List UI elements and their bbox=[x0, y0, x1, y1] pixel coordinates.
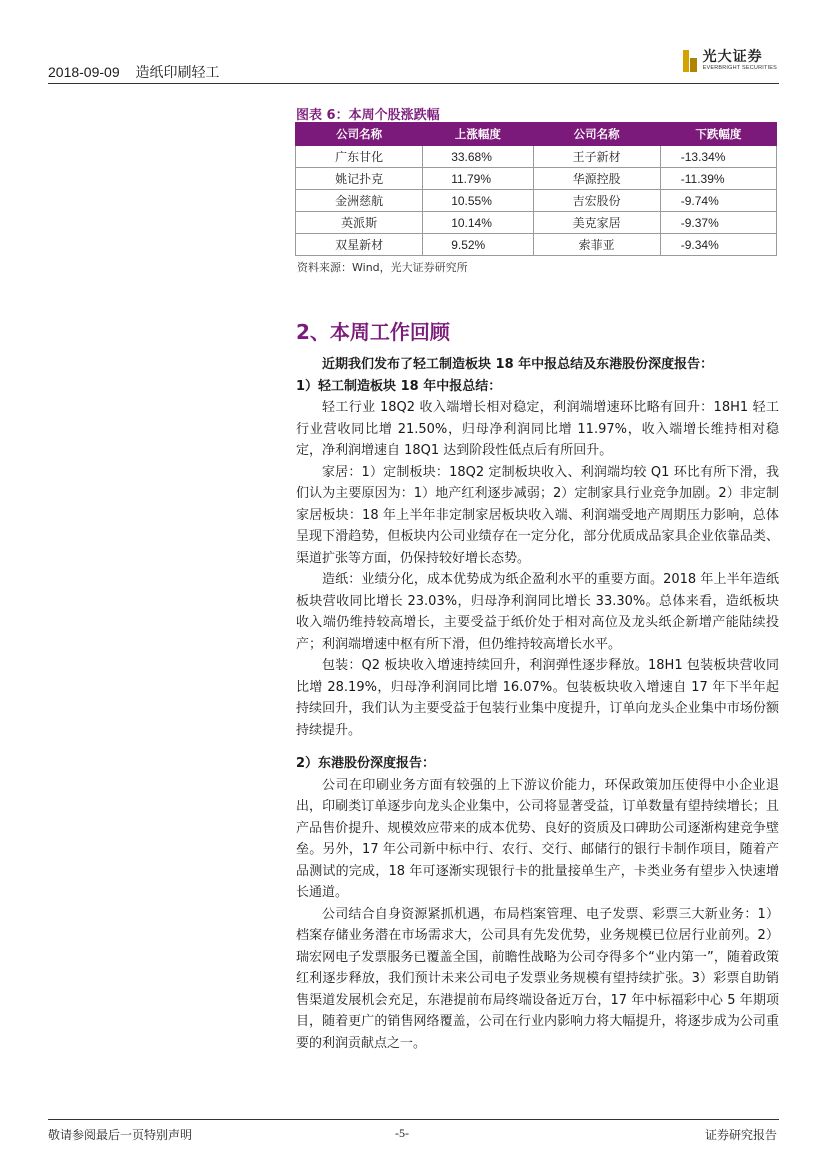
report-date: 2018-09-09 bbox=[48, 64, 120, 80]
paragraph: 公司结合自身资源紧抓机遇，布局档案管理、电子发票、彩票三大新业务：1）档案存储业务潜在市场需求大，公司具有先发优势，业务规模已位居行业前列。2）瑞宏网电子发票服务已覆盖全国，前瞻性战略为公司夺得多个“业内第一”，随着政策红利逐步释放，我们预计未来公司电子发票业务规模有望持续扩张。3）彩票自助销售渠道发展机会充足，东港提前布局终端设备近万台，17 年中标福彩中心 5 年期项目，随着更广的销售网络覆盖，公司在行业内影响力将大幅提升，将逐步成为公司重要的利润贡献点之一。 bbox=[296, 906, 779, 1051]
paragraph: 家居：1）定制板块：18Q2 定制板块收入、利润端均较 Q1 环比有所下滑，我们认为主要原因为：1）地产红利逐步减弱；2）定制家具行业竞争加剧。2）非定制家居板块：18 年上半年非定制家居板块收入端、利润端受地产周期压力影响，总体呈现下滑趋势，但板块内公司业绩存在一定分化，部分优质成品家具企业依靠品类、渠道扩张等方面，仍保持较好增长态势。 bbox=[296, 464, 779, 566]
subsection-title-2: 2）东港股份深度报告： bbox=[296, 756, 436, 771]
table-row bbox=[296, 212, 777, 234]
footer-report-type: 证券研究报告 bbox=[704, 1128, 777, 1142]
table-header-row bbox=[296, 123, 777, 146]
up-stock-name: 英派斯 bbox=[296, 212, 423, 234]
table-row bbox=[296, 190, 777, 212]
col-header-up-pct: 上涨幅度 bbox=[423, 123, 533, 146]
page-number: -5- bbox=[395, 1126, 409, 1140]
up-stock-name: 金洲慈航 bbox=[296, 190, 423, 212]
up-stock-pct: 9.52% bbox=[423, 234, 533, 256]
up-stock-name: 双星新材 bbox=[296, 234, 423, 256]
section-body bbox=[296, 354, 779, 1054]
up-stock-pct: 33.68% bbox=[423, 146, 533, 168]
figure-title: 图表 6：本周个股涨跌幅 bbox=[296, 108, 440, 123]
logo-mark-icon bbox=[683, 50, 697, 72]
page-header bbox=[48, 62, 232, 82]
col-header-down-pct: 下跌幅度 bbox=[660, 123, 776, 146]
section-intro: 近期我们发布了轻工制造板块 18 年中报总结及东港股份深度报告： bbox=[322, 357, 714, 372]
section-title: 2、本周工作回顾 bbox=[296, 320, 450, 344]
paragraph: 轻工行业 18Q2 收入端增长相对稳定，利润端增速环比略有回升：18H1 轻工行业营收同比增 21.50%，归母净利润同比增 11.97%，收入端增长维持相对稳定，净利润增速自 18Q1 达到阶段性低点后有所回升。 bbox=[296, 400, 779, 458]
logo-text-en: EVERBRIGHT SECURITIES bbox=[702, 65, 777, 71]
col-header-down-name: 公司名称 bbox=[533, 123, 660, 146]
paragraph: 造纸：业绩分化，成本优势成为纸企盈利水平的重要方面。2018 年上半年造纸板块营收同比增长 23.03%，归母净利润同比增长 33.30%。总体来看，造纸板块收入端仍维持较高增长，主要受益于纸价处于相对高位及龙头纸企新增产能陆续投产；利润端增速中枢有所下滑，但仍维持较高增长水平。 bbox=[296, 572, 779, 652]
up-stock-name: 姚记扑克 bbox=[296, 168, 423, 190]
report-sector: 造纸印刷轻工 bbox=[135, 64, 220, 80]
up-stock-pct: 10.55% bbox=[423, 190, 533, 212]
down-stock-pct: -13.34% bbox=[660, 146, 776, 168]
down-stock-pct: -9.37% bbox=[660, 212, 776, 234]
down-stock-name: 美克家居 bbox=[533, 212, 660, 234]
down-stock-name: 索菲亚 bbox=[533, 234, 660, 256]
footer-divider bbox=[48, 1119, 779, 1120]
col-header-up-name: 公司名称 bbox=[296, 123, 423, 146]
header-divider bbox=[48, 83, 779, 84]
paragraph: 包装：Q2 板块收入增速持续回升，利润弹性逐步释放。18H1 包装板块营收同比增 28.19%，归母净利润同比增 16.07%。包装板块收入增速自 17 年下半年起持续回升，我们认为主要受益于包装行业集中度提升，订单向龙头企业集中市场份额持续提升。 bbox=[296, 658, 779, 738]
company-logo bbox=[683, 50, 777, 72]
up-stock-name: 广东甘化 bbox=[296, 146, 423, 168]
up-stock-pct: 10.14% bbox=[423, 212, 533, 234]
table-row bbox=[296, 168, 777, 190]
up-stock-pct: 11.79% bbox=[423, 168, 533, 190]
down-stock-name: 吉宏股份 bbox=[533, 190, 660, 212]
subsection-title-1: 1）轻工制造板块 18 年中报总结： bbox=[296, 378, 502, 394]
logo-text-zh: 光大证券 bbox=[702, 49, 763, 65]
stock-change-table bbox=[295, 122, 777, 256]
down-stock-pct: -9.74% bbox=[660, 190, 776, 212]
footer-disclaimer: 敬请参阅最后一页特别声明 bbox=[48, 1128, 193, 1142]
down-stock-pct: -11.39% bbox=[660, 168, 776, 190]
paragraph: 公司在印刷业务方面有较强的上下游议价能力，环保政策加压使得中小企业退出，印刷类订单逐步向龙头企业集中，公司将显著受益，订单数量有望持续增长；且产品售价提升、规模效应带来的成本优势、良好的资质及口碑助公司逐渐构建竞争壁垒。另外，17 年公司新中标中行、农行、交行、邮储行的银行卡制作项目，随着产品测试的完成，18 年可逐渐实现银行卡的批量接单生产，卡类业务有望步入快速增长通道。 bbox=[296, 777, 779, 900]
down-stock-name: 华源控股 bbox=[533, 168, 660, 190]
figure-source: 资料来源：Wind，光大证券研究所 bbox=[297, 261, 468, 274]
down-stock-name: 王子新材 bbox=[533, 146, 660, 168]
down-stock-pct: -9.34% bbox=[660, 234, 776, 256]
table-row bbox=[296, 234, 777, 256]
table-row bbox=[296, 146, 777, 168]
